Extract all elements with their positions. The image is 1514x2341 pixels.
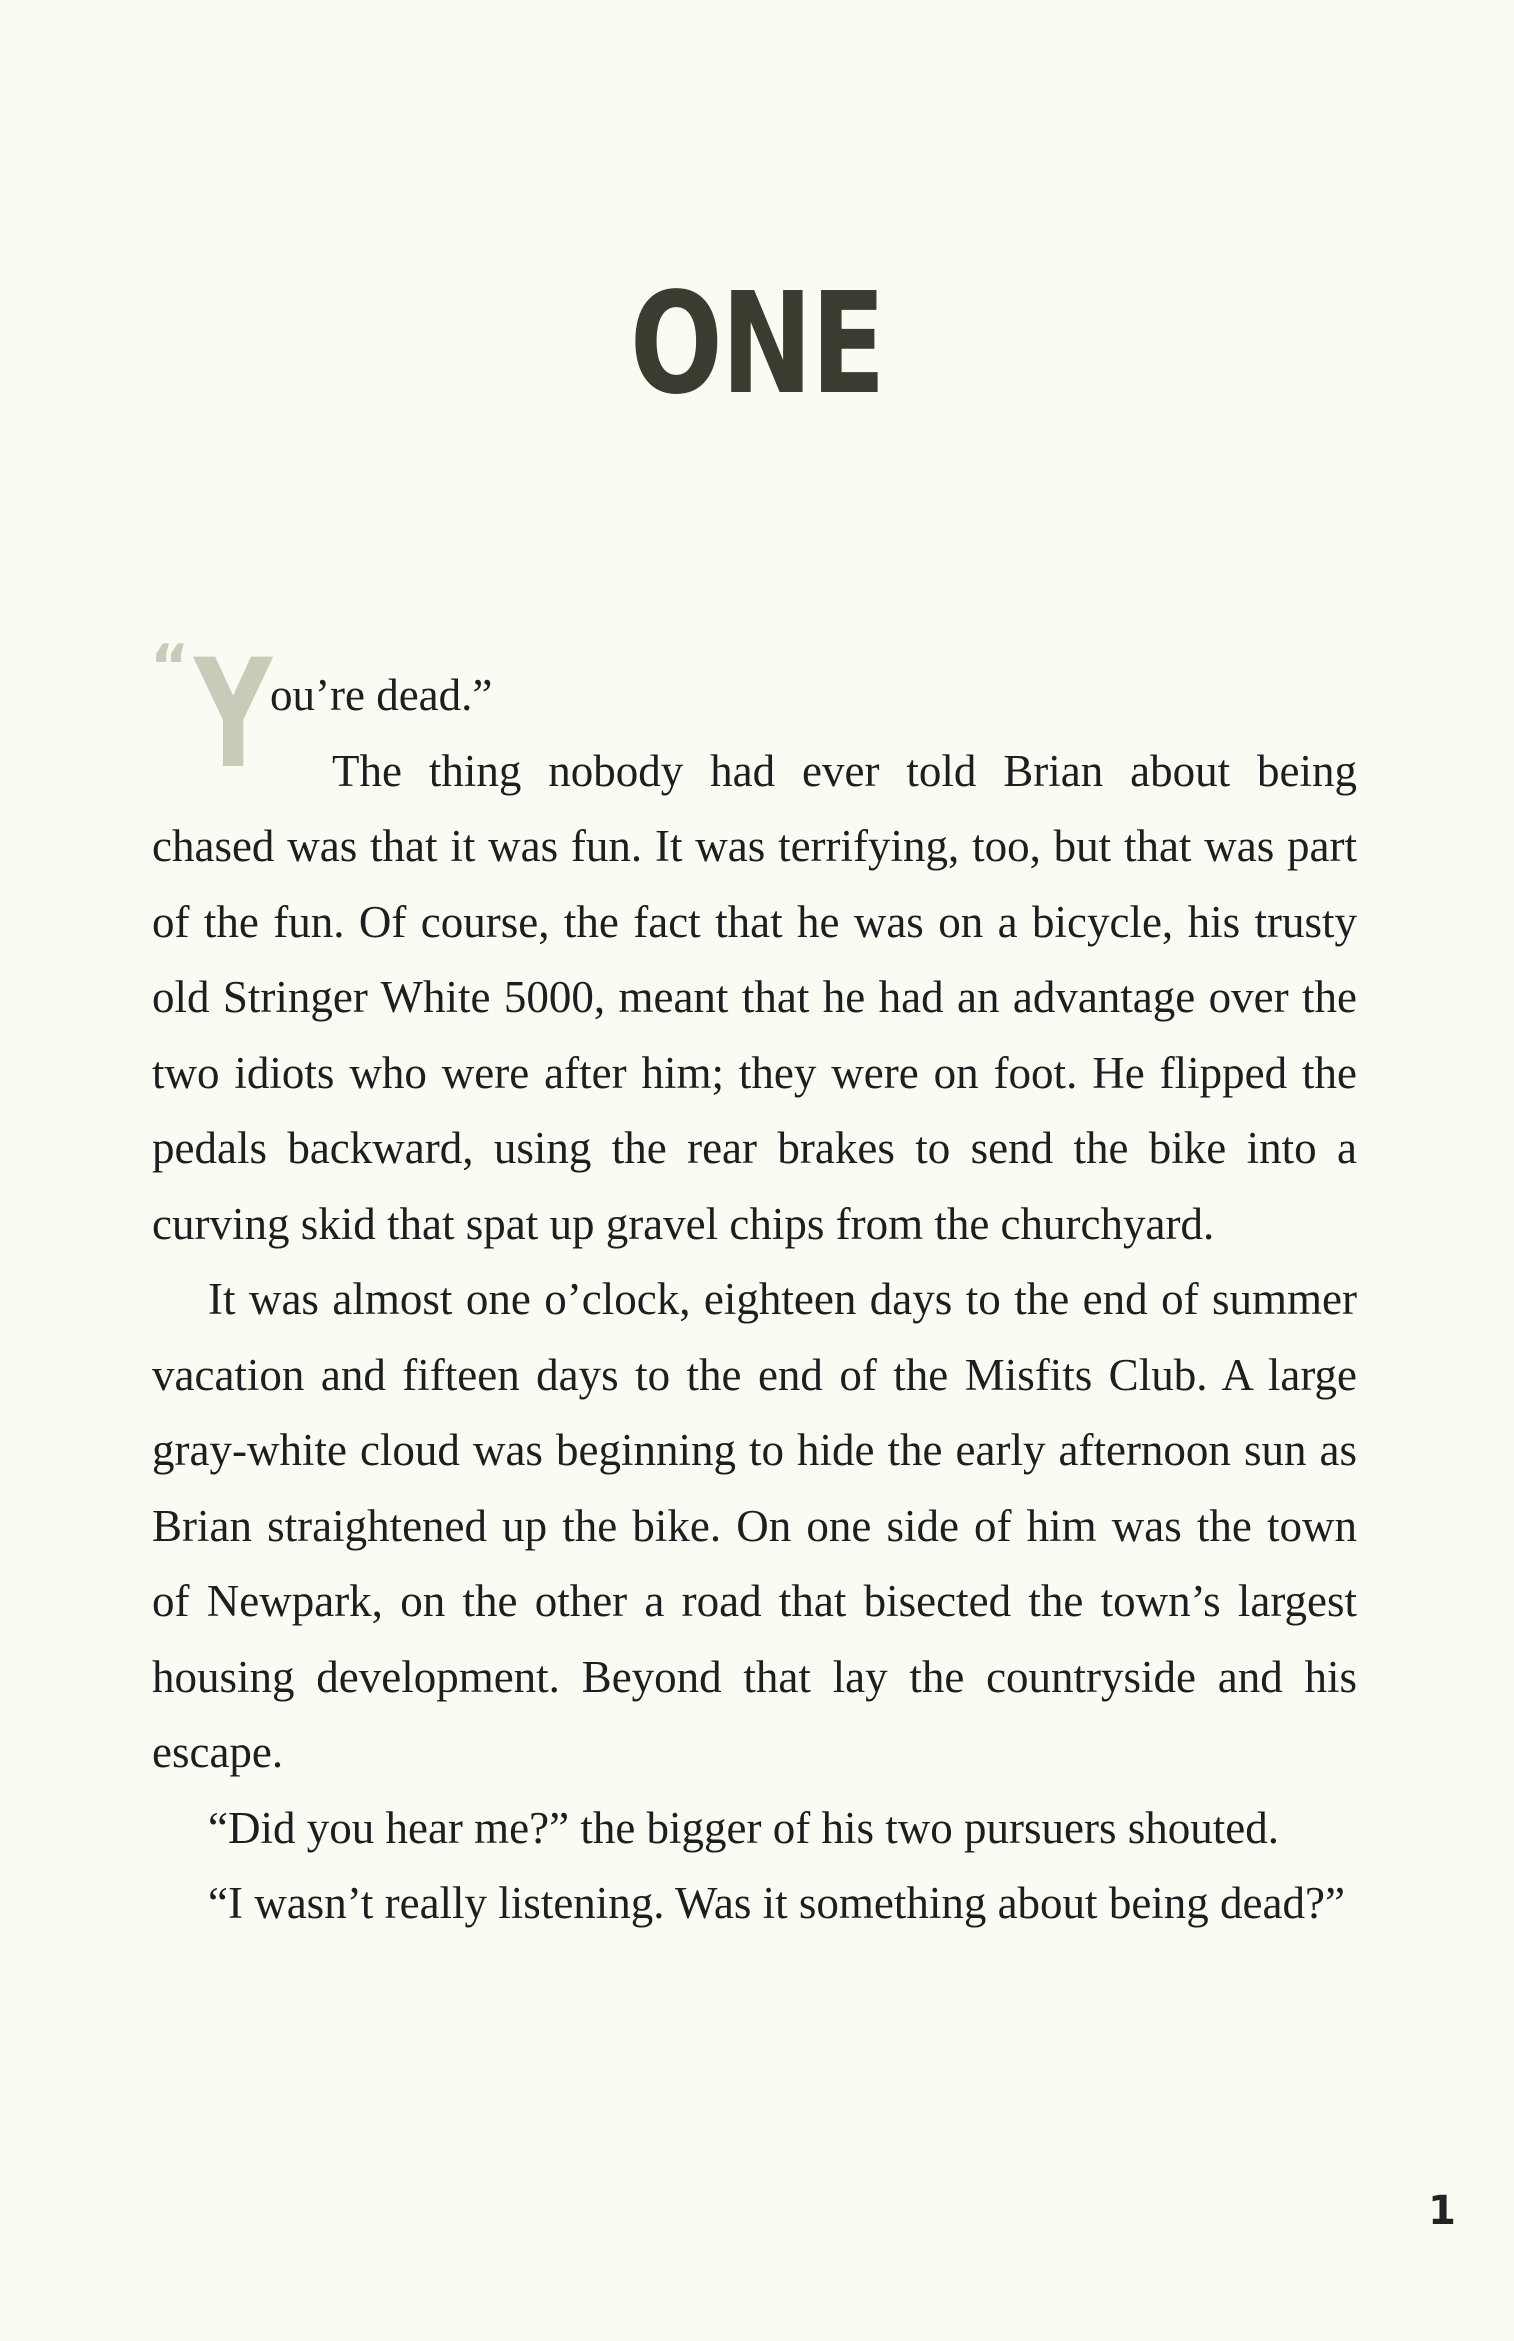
paragraph-text: The thing nobody had ever told Brian about being chased was that it was fun. It was terrifying, too, but that was part of the fun. Of course, the fact that he was on a bicycle, his trusty old Stringer White 5000, meant that he had an advantage over the two idiots who were after him; they were on foot. He flipped the pedals backward, using the rear brakes to send the bike into a curving skid that spat up gravel chips from the churchyard. bbox=[152, 745, 1357, 1249]
opening-paragraph bbox=[152, 658, 1357, 734]
paragraph: It was almost one o’clock, eighteen days to the end of summer vacation and fifteen days to the end of the Misfits Club. A large gray-white cloud was beginning to hide the early afternoon sun as Brian straightened up the bike. On one side of him was the town of Newpark, on the other a road that bisected the town’s largest housing development. Beyond that lay the countryside and his escape. bbox=[152, 1274, 1357, 1777]
chapter-title: ONE bbox=[629, 263, 885, 426]
paragraph bbox=[152, 734, 1357, 1263]
opening-line: ou’re dead.” bbox=[270, 670, 493, 720]
page-number: 1 bbox=[1428, 2188, 1456, 2234]
paragraph: “Did you hear me?” the bigger of his two pursuers shouted. bbox=[208, 1802, 1279, 1853]
drop-cap-letter: Y bbox=[194, 628, 273, 802]
drop-cap-quote: “ bbox=[150, 632, 190, 702]
chapter-body bbox=[152, 658, 1357, 1942]
paragraph: “I wasn’t really listening. Was it something about being dead?” bbox=[208, 1878, 1345, 1928]
